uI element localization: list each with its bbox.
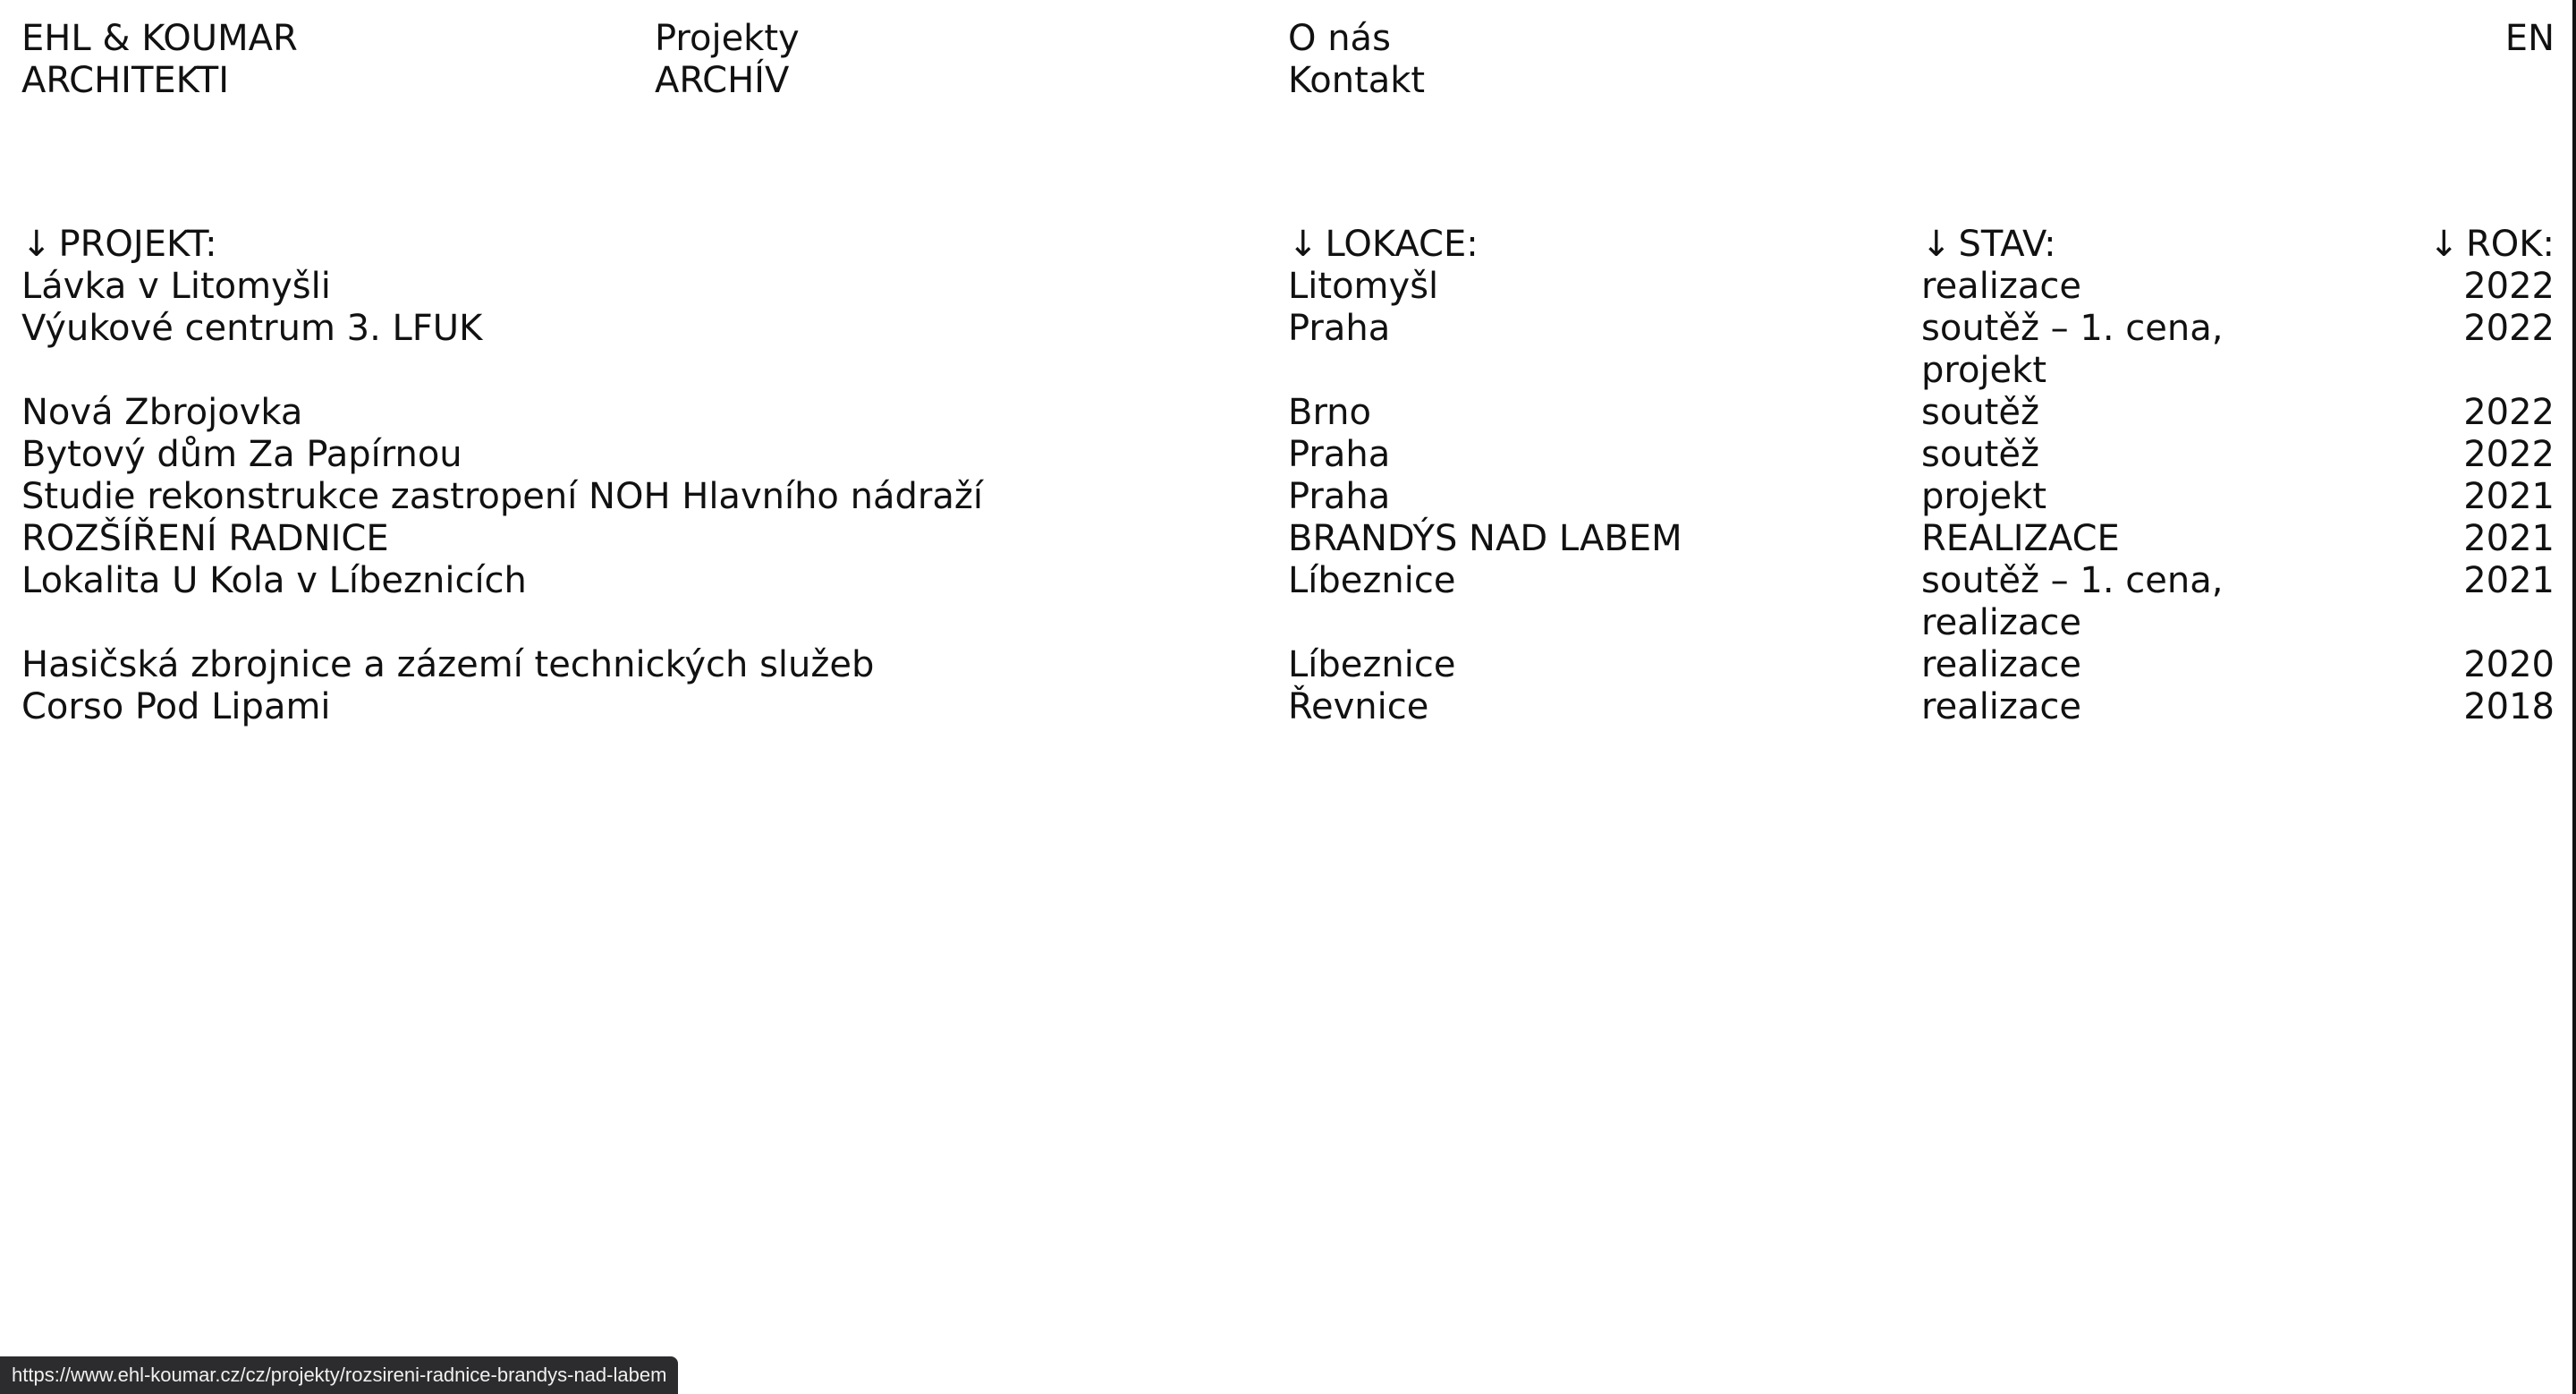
site-navigation <box>0 18 2576 107</box>
status-line: realizace <box>1921 602 2082 643</box>
status-line: soutěž – 1. cena, <box>1921 560 2224 601</box>
year-cell: 2022 <box>2463 308 2555 349</box>
project-header-label: PROJEKT: <box>58 224 217 265</box>
project-name-cell[interactable]: ROZŠÍŘENÍ RADNICE <box>21 518 389 559</box>
table-row[interactable] <box>0 644 2576 686</box>
status-cell <box>1921 308 2306 392</box>
project-name-cell[interactable]: Lokalita U Kola v Líbeznicích <box>21 560 527 601</box>
location-cell: Líbeznice <box>1288 644 1456 685</box>
status-cell <box>1921 476 2306 518</box>
status-line: soutěž – 1. cena, <box>1921 308 2224 349</box>
status-cell <box>1921 686 2306 728</box>
year-cell: 2021 <box>2463 518 2555 559</box>
location-cell: Líbeznice <box>1288 560 1456 601</box>
year-cell: 2021 <box>2463 476 2555 517</box>
status-line: realizace <box>1921 266 2082 307</box>
table-row[interactable] <box>0 686 2576 728</box>
location-cell: Praha <box>1288 476 1391 517</box>
location-cell: Litomyšl <box>1288 266 1439 307</box>
table-row[interactable] <box>0 308 2576 392</box>
brand-block[interactable] <box>21 18 298 102</box>
status-cell <box>1921 434 2306 476</box>
status-header-label: STAV: <box>1958 224 2056 265</box>
status-line: realizace <box>1921 644 2082 685</box>
location-cell: Brno <box>1288 392 1372 433</box>
about-link[interactable]: O nás <box>1288 18 1391 59</box>
projects-link[interactable]: Projekty <box>655 18 800 59</box>
status-line: REALIZACE <box>1921 518 2120 559</box>
project-column-header[interactable] <box>21 224 1265 266</box>
project-name-cell[interactable]: Výukové centrum 3. LFUK <box>21 308 483 349</box>
table-row[interactable] <box>0 476 2576 518</box>
status-column-header[interactable] <box>1921 224 2306 266</box>
year-column-header[interactable] <box>2429 224 2555 266</box>
year-header-label: ROK: <box>2466 224 2555 265</box>
status-cell <box>1921 266 2306 308</box>
status-line: projekt <box>1921 476 2046 517</box>
project-name-cell[interactable]: Hasičská zbrojnice a zázemí technických služeb <box>21 644 875 685</box>
year-cell: 2020 <box>2463 644 2555 685</box>
location-header-label: LOKACE: <box>1325 224 1479 265</box>
location-cell: Praha <box>1288 434 1391 475</box>
project-name-cell[interactable]: Studie rekonstrukce zastropení NOH Hlavního nádraží <box>21 476 983 517</box>
status-line: projekt <box>1921 350 2046 391</box>
link-preview-status-bar: https://www.ehl-koumar.cz/cz/projekty/rozsireni-radnice-brandys-nad-labem <box>0 1356 678 1394</box>
window-edge-divider <box>2572 0 2576 1394</box>
project-table <box>0 224 2576 728</box>
status-line: realizace <box>1921 686 2082 727</box>
status-line: soutěž <box>1921 392 2039 433</box>
brand-name-line-1[interactable]: EHL & KOUMAR <box>21 18 298 59</box>
sort-down-icon: ↓ <box>1288 224 1318 265</box>
archive-link[interactable]: ARCHÍV <box>655 60 790 101</box>
contact-link[interactable]: Kontakt <box>1288 60 1426 101</box>
sort-down-icon: ↓ <box>2428 224 2460 265</box>
status-cell <box>1921 392 2306 434</box>
year-cell: 2022 <box>2463 392 2555 433</box>
table-row[interactable] <box>0 560 2576 644</box>
project-name-cell[interactable]: Nová Zbrojovka <box>21 392 303 433</box>
about-nav-block <box>1288 18 1425 102</box>
table-row[interactable] <box>0 266 2576 308</box>
location-cell: BRANDÝS NAD LABEM <box>1288 518 1682 559</box>
year-cell: 2018 <box>2463 686 2555 727</box>
project-name-cell[interactable]: Lávka v Litomyšli <box>21 266 331 307</box>
brand-name-line-2[interactable]: ARCHITEKTI <box>21 60 230 101</box>
status-cell <box>1921 644 2306 686</box>
year-cell: 2022 <box>2463 434 2555 475</box>
year-cell: 2021 <box>2463 560 2555 601</box>
table-row[interactable] <box>0 434 2576 476</box>
status-cell <box>1921 518 2306 560</box>
table-header-row <box>0 224 2576 266</box>
table-row[interactable] <box>0 518 2576 560</box>
year-cell: 2022 <box>2463 266 2555 307</box>
language-switch-link[interactable]: EN <box>2504 18 2555 59</box>
location-cell: Praha <box>1288 308 1391 349</box>
location-cell: Řevnice <box>1288 686 1429 727</box>
projects-nav-block <box>655 18 800 102</box>
language-nav-block <box>2505 18 2555 60</box>
sort-down-icon: ↓ <box>21 224 52 265</box>
project-name-cell[interactable]: Bytový dům Za Papírnou <box>21 434 462 475</box>
status-line: soutěž <box>1921 434 2039 475</box>
status-cell <box>1921 560 2306 644</box>
project-name-cell[interactable]: Corso Pod Lipami <box>21 686 331 727</box>
sort-down-icon: ↓ <box>1921 224 1952 265</box>
location-column-header[interactable] <box>1288 224 1914 266</box>
table-row[interactable] <box>0 392 2576 434</box>
